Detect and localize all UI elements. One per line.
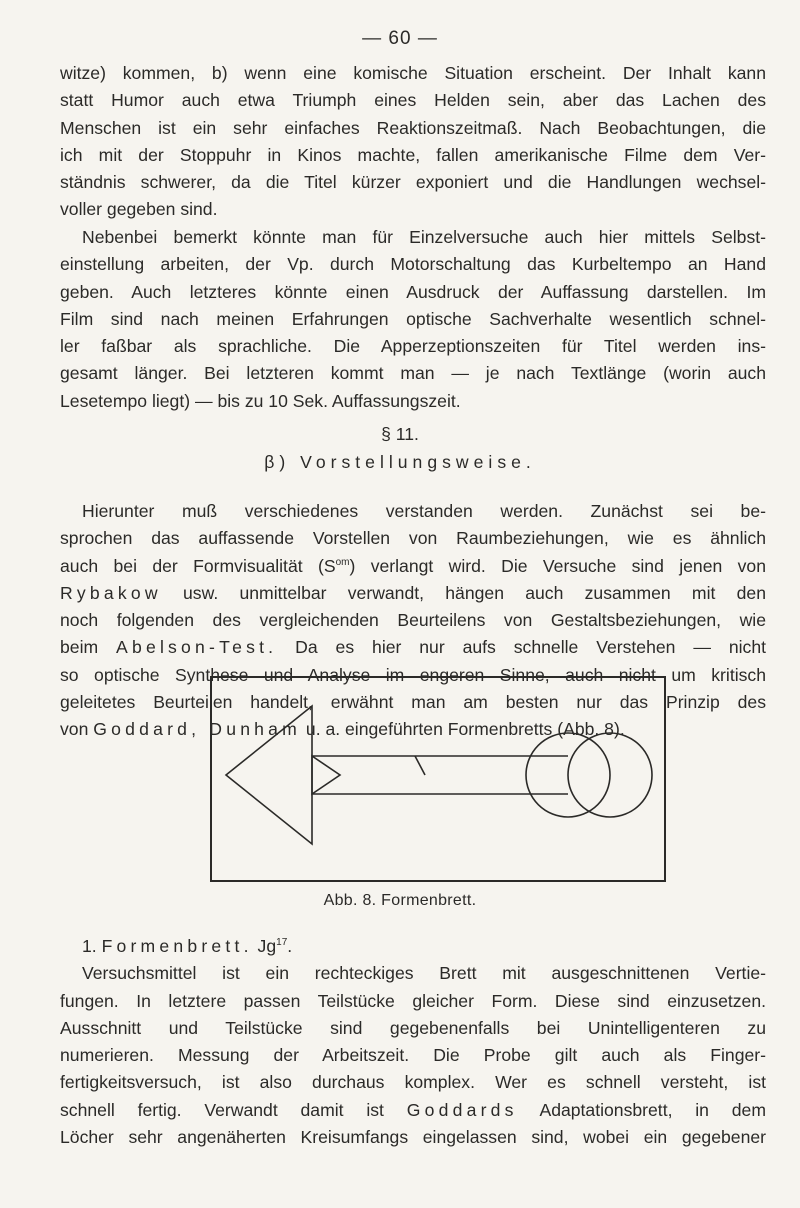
text-line: statt Humor auch etwa Triumph eines Helden sein, aber das Lachen des	[60, 90, 766, 111]
text-line: einstellung arbeiten, der Vp. durch Motorschaltung das Kurbeltempo an Hand	[60, 254, 766, 275]
arrow-shape	[226, 706, 312, 844]
paragraph-1	[60, 60, 766, 224]
paragraph-2	[60, 224, 766, 415]
text-line: gesamt länger. Bei letzteren kommt man — je nach Textlänge (worin auch	[60, 363, 766, 384]
text-fragment: beim	[60, 637, 117, 658]
text-fragment: schnell fertig. Verwandt damit ist	[60, 1099, 407, 1120]
text-fragment: von	[60, 719, 94, 740]
text-line: fertigkeitsversuch, ist also durchaus komplex. Wer es schnell versteht, ist	[60, 1072, 766, 1093]
text-fragment: usw. unmittelbar verwandt, hängen auch zusammen mit den	[161, 582, 766, 603]
text-line: sprochen das auffassende Vorstellen von Raumbeziehungen, wie es ähnlich	[60, 528, 766, 549]
item-title: Formenbrett.	[101, 936, 253, 956]
text-line: witze) kommen, b) wenn eine komische Situation erscheint. Der Inhalt kann	[60, 63, 766, 83]
text-line: numerieren. Messung der Arbeitszeit. Die Probe gilt auch als Finger-	[60, 1045, 766, 1066]
text-line: Ausschnitt und Teilstücke sind gegebenenfalls bei Unintelligenteren zu	[60, 1017, 766, 1038]
text-line: voller gegeben sind.	[60, 199, 218, 220]
text-fragment: auch bei der Formvisualität (S	[60, 555, 336, 576]
sub-heading-title: Vorstellungsweise.	[300, 452, 536, 472]
small-triangle	[312, 756, 340, 794]
text-fragment: Adaptationsbrett, in dem	[517, 1099, 766, 1120]
superscript: 17	[276, 937, 288, 949]
superscript: om	[335, 556, 350, 568]
text-line	[60, 553, 766, 580]
author-name: Goddard, Dunham	[93, 719, 302, 740]
author-name: Abelson-Test.	[116, 637, 278, 658]
text-line: Löcher sehr angenäherten Kreisumfangs eingelassen sind, wobei ein gegebener	[60, 1127, 766, 1148]
text-fragment: .	[287, 936, 293, 956]
text-line: ler faßbar als sprachliche. Die Apperzeptionszeiten für Titel werden ins-	[60, 336, 766, 357]
sub-heading	[0, 452, 800, 473]
figure-caption: Abb. 8. Formenbrett.	[323, 892, 477, 909]
text-line: Menschen ist ein sehr einfaches Reaktionszeitmaß. Nach Beobachtungen, die	[60, 117, 766, 138]
board-outline	[211, 677, 665, 881]
text-fragment: Jg	[252, 936, 277, 956]
text-line: ich mit der Stoppuhr in Kinos machte, fallen amerikanische Filme dem Ver-	[60, 144, 766, 165]
formenbrett-figure	[210, 676, 666, 882]
text-line	[60, 933, 766, 960]
text-line	[60, 1097, 766, 1124]
text-line: Film sind nach meinen Erfahrungen optische Sachverhalte wesentlich schnel-	[60, 308, 766, 329]
author-name: Rybakow	[60, 582, 162, 603]
text-fragment: u. a. eingeführten Formenbretts (Abb. 8).	[301, 719, 625, 740]
page-number: — 60 —	[362, 28, 438, 49]
text-fragment: 1.	[82, 936, 102, 956]
author-name: Goddards	[406, 1099, 518, 1120]
diagonal-mark	[415, 756, 425, 775]
text-line: Versuchsmittel ist ein rechteckiges Brett mit ausgeschnittenen Vertie-	[82, 963, 766, 984]
text-line: geleitetes Beurteilen handelt, erwähnt man am besten nur das Prinzip des	[60, 692, 766, 713]
text-fragment: ) verlangt wird. Die Versuche sind jenen von	[349, 555, 767, 576]
text-line: Lesetempo liegt) — bis zu 10 Sek. Auffassungszeit.	[60, 390, 461, 411]
text-line: Hierunter muß verschiedenes verstanden werden. Zunächst sei be-	[82, 501, 766, 521]
text-fragment: Da es hier nur aufs schnelle Verstehen — nicht	[277, 637, 767, 658]
text-line	[60, 634, 766, 661]
text-line: ständnis schwerer, da die Titel kürzer exponiert und die Handlungen wechsel-	[60, 172, 766, 193]
text-line: so optische Synthese und Analyse im engeren Sinne, auch nicht um kritisch	[60, 664, 766, 685]
text-line: Nebenbei bemerkt könnte man für Einzelversuche auch hier mittels Selbst-	[82, 227, 766, 247]
text-line: noch folgenden des vergleichenden Beurteilens von Gestaltsbeziehungen, wie	[60, 610, 766, 631]
sub-heading-prefix: β)	[264, 452, 291, 472]
text-line: geben. Auch letzteres könnte einen Ausdruck der Auffassung darstellen. Im	[60, 281, 766, 302]
text-line	[60, 580, 766, 607]
text-line: fungen. In letztere passen Teilstücke gleicher Form. Diese sind einzusetzen.	[60, 990, 766, 1011]
section-heading: § 11.	[381, 424, 419, 444]
paragraph-4	[60, 933, 766, 1151]
